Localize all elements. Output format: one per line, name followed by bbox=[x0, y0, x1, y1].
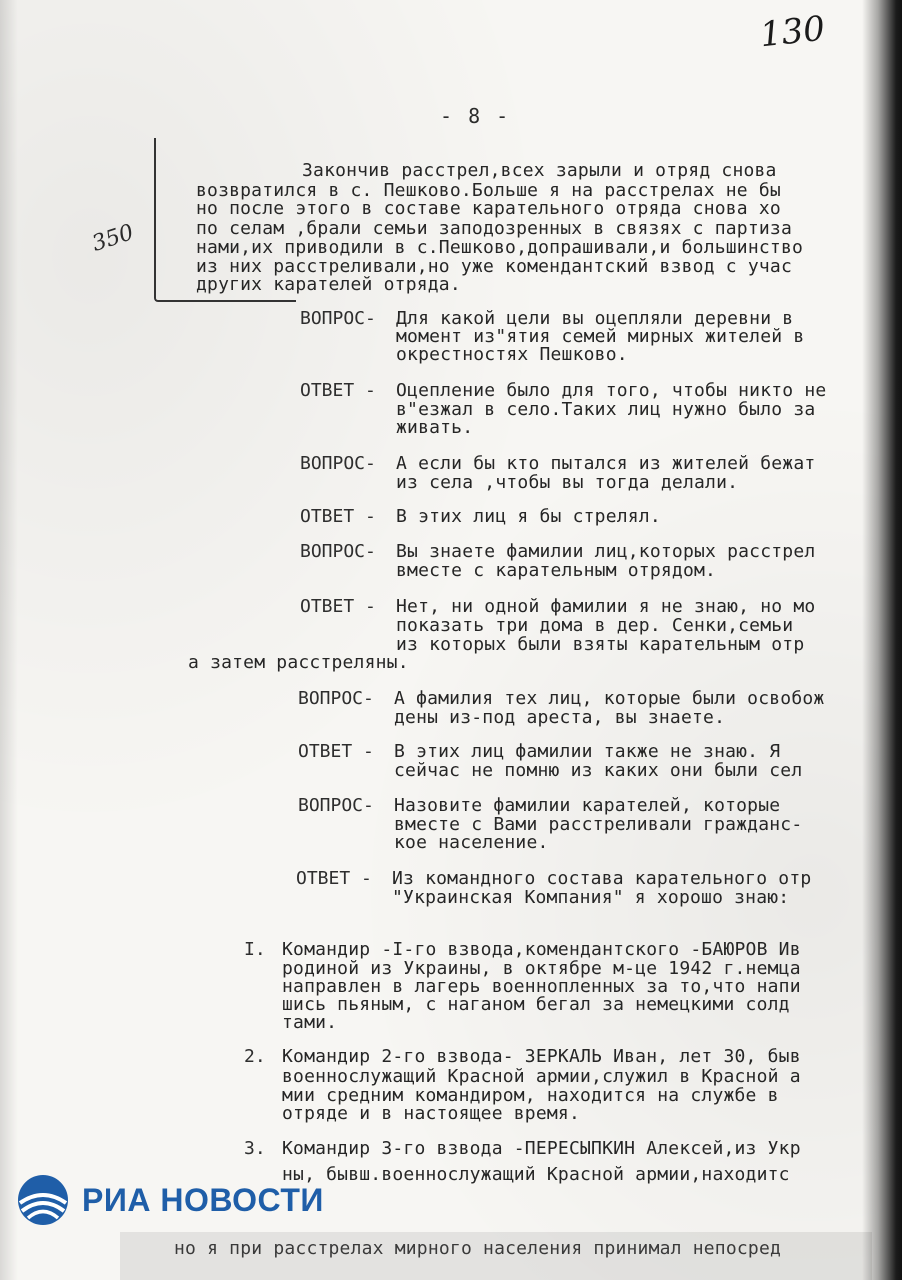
watermark-text: РИА НОВОСТИ bbox=[82, 1181, 324, 1218]
list-item-text: отряде и в настоящее время. bbox=[282, 1103, 580, 1124]
question-text: вместе с карательным отрядом. bbox=[396, 560, 717, 581]
list-item-text: Командир -I-го взвода,комендантского -БАЮРОВ Ив bbox=[282, 939, 801, 960]
margin-note: 350 bbox=[89, 220, 137, 257]
question-label: ВОПРОС- bbox=[300, 453, 376, 474]
answer-label: ОТВЕТ - bbox=[300, 506, 376, 527]
intro-line: но после этого в составе карательного отряда снова хо bbox=[196, 198, 781, 219]
answer-label: ОТВЕТ - bbox=[300, 596, 376, 617]
intro-line: других карателей отряда. bbox=[196, 274, 461, 295]
question-text: вместе с Вами расстреливали гражданс- bbox=[394, 814, 803, 835]
bottom-line: но я при расстрелах мирного населения принимал непосред bbox=[174, 1238, 782, 1259]
question-text: кое население. bbox=[394, 832, 549, 853]
watermark-logo bbox=[16, 1172, 324, 1228]
answer-label: ОТВЕТ - bbox=[300, 380, 376, 401]
question-label: ВОПРОС- bbox=[298, 688, 374, 709]
intro-line: нами,их приводили в с.Пешково,допрашивали,и большинство bbox=[196, 237, 804, 258]
question-text: Назовите фамилии карателей, которые bbox=[394, 795, 781, 816]
list-item-number: 3. bbox=[244, 1138, 266, 1159]
question-text: А если бы кто пытался из жителей бежат bbox=[396, 453, 816, 474]
continuation-line: а затем расстреляны. bbox=[188, 652, 409, 673]
list-item-text: военнослужащий Красной армии,служил в Красной а bbox=[282, 1066, 801, 1087]
answer-text: живать. bbox=[396, 417, 474, 438]
page-number: - 8 - bbox=[440, 104, 511, 128]
answer-text: Из командного состава карательного отр bbox=[392, 868, 812, 889]
sheet-number: 130 bbox=[758, 8, 827, 56]
list-item-text: направлен в лагерь военнопленных за то,что напи bbox=[282, 976, 801, 997]
list-item-text: ны, бывш.военнослужащий Красной армии,находитс bbox=[282, 1164, 790, 1185]
intro-line: возвратился в с. Пешково.Больше я на расстрелах не бы bbox=[196, 180, 781, 201]
question-label: ВОПРОС- bbox=[300, 541, 376, 562]
list-item-number: I. bbox=[244, 939, 266, 960]
scan-left-shadow bbox=[0, 0, 18, 1280]
question-label: ВОПРОС- bbox=[298, 795, 374, 816]
answer-text: сейчас не помню из каких они были сел bbox=[394, 760, 803, 781]
answer-text: в"езжал в село.Таких лиц нужно было за bbox=[396, 399, 816, 420]
list-item-text: Командир 3-го взвода -ПЕРЕСЫПКИН Алексей,из Укр bbox=[282, 1138, 801, 1159]
list-item-text: Командир 2-го взвода- ЗЕРКАЛЬ Иван, лет 30, быв bbox=[282, 1046, 801, 1067]
answer-text: "Украинская Компания" я хорошо знаю: bbox=[392, 887, 790, 908]
answer-text: из которых были взяты карательным отр bbox=[396, 634, 805, 655]
answer-text: Нет, ни одной фамилии я не знаю, но мо bbox=[396, 596, 816, 617]
question-text: Для какой цели вы оцепляли деревни в bbox=[396, 308, 794, 329]
ria-globe-icon bbox=[16, 1173, 70, 1227]
question-label: ВОПРОС- bbox=[300, 308, 376, 329]
question-text: момент из"ятия семей мирных жителей в bbox=[396, 326, 805, 347]
answer-text: В этих лиц я бы стрелял. bbox=[396, 506, 661, 527]
question-text: дены из-под ареста, вы знаете. bbox=[394, 707, 726, 728]
question-text: из села ,чтобы вы тогда делали. bbox=[396, 472, 739, 493]
intro-line: по селам ,брали семьи заподозренных в связях с партиза bbox=[196, 218, 792, 239]
list-item-text: шись пьяным, с наганом бегал за немецкими солд bbox=[282, 994, 790, 1015]
answer-text: Оцепление было для того, чтобы никто не bbox=[396, 380, 827, 401]
answer-label: ОТВЕТ - bbox=[296, 868, 372, 889]
answer-label: ОТВЕТ - bbox=[298, 741, 374, 762]
intro-line: из них расстреливали,но уже комендантский взвод с учас bbox=[196, 256, 792, 277]
answer-text: В этих лиц фамилии также не знаю. Я bbox=[394, 741, 781, 762]
question-text: А фамилия тех лиц, которые были освобож bbox=[394, 688, 825, 709]
question-text: окрестностях Пешково. bbox=[396, 344, 628, 365]
question-text: Вы знаете фамилии лиц,которых расстрел bbox=[396, 541, 816, 562]
list-item-text: родиной из Украины, в октябре м-це 1942 г.немца bbox=[282, 958, 801, 979]
list-item-text: мии средним командиром, находится на службе в bbox=[282, 1085, 779, 1106]
list-item-text: тами. bbox=[282, 1012, 338, 1033]
list-item-number: 2. bbox=[244, 1046, 266, 1067]
intro-line: Закончив расстрел,всех зарыли и отряд снова bbox=[302, 160, 777, 181]
answer-text: показать три дома в дер. Сенки,семьи bbox=[396, 615, 794, 636]
scan-right-edge bbox=[862, 0, 902, 1280]
